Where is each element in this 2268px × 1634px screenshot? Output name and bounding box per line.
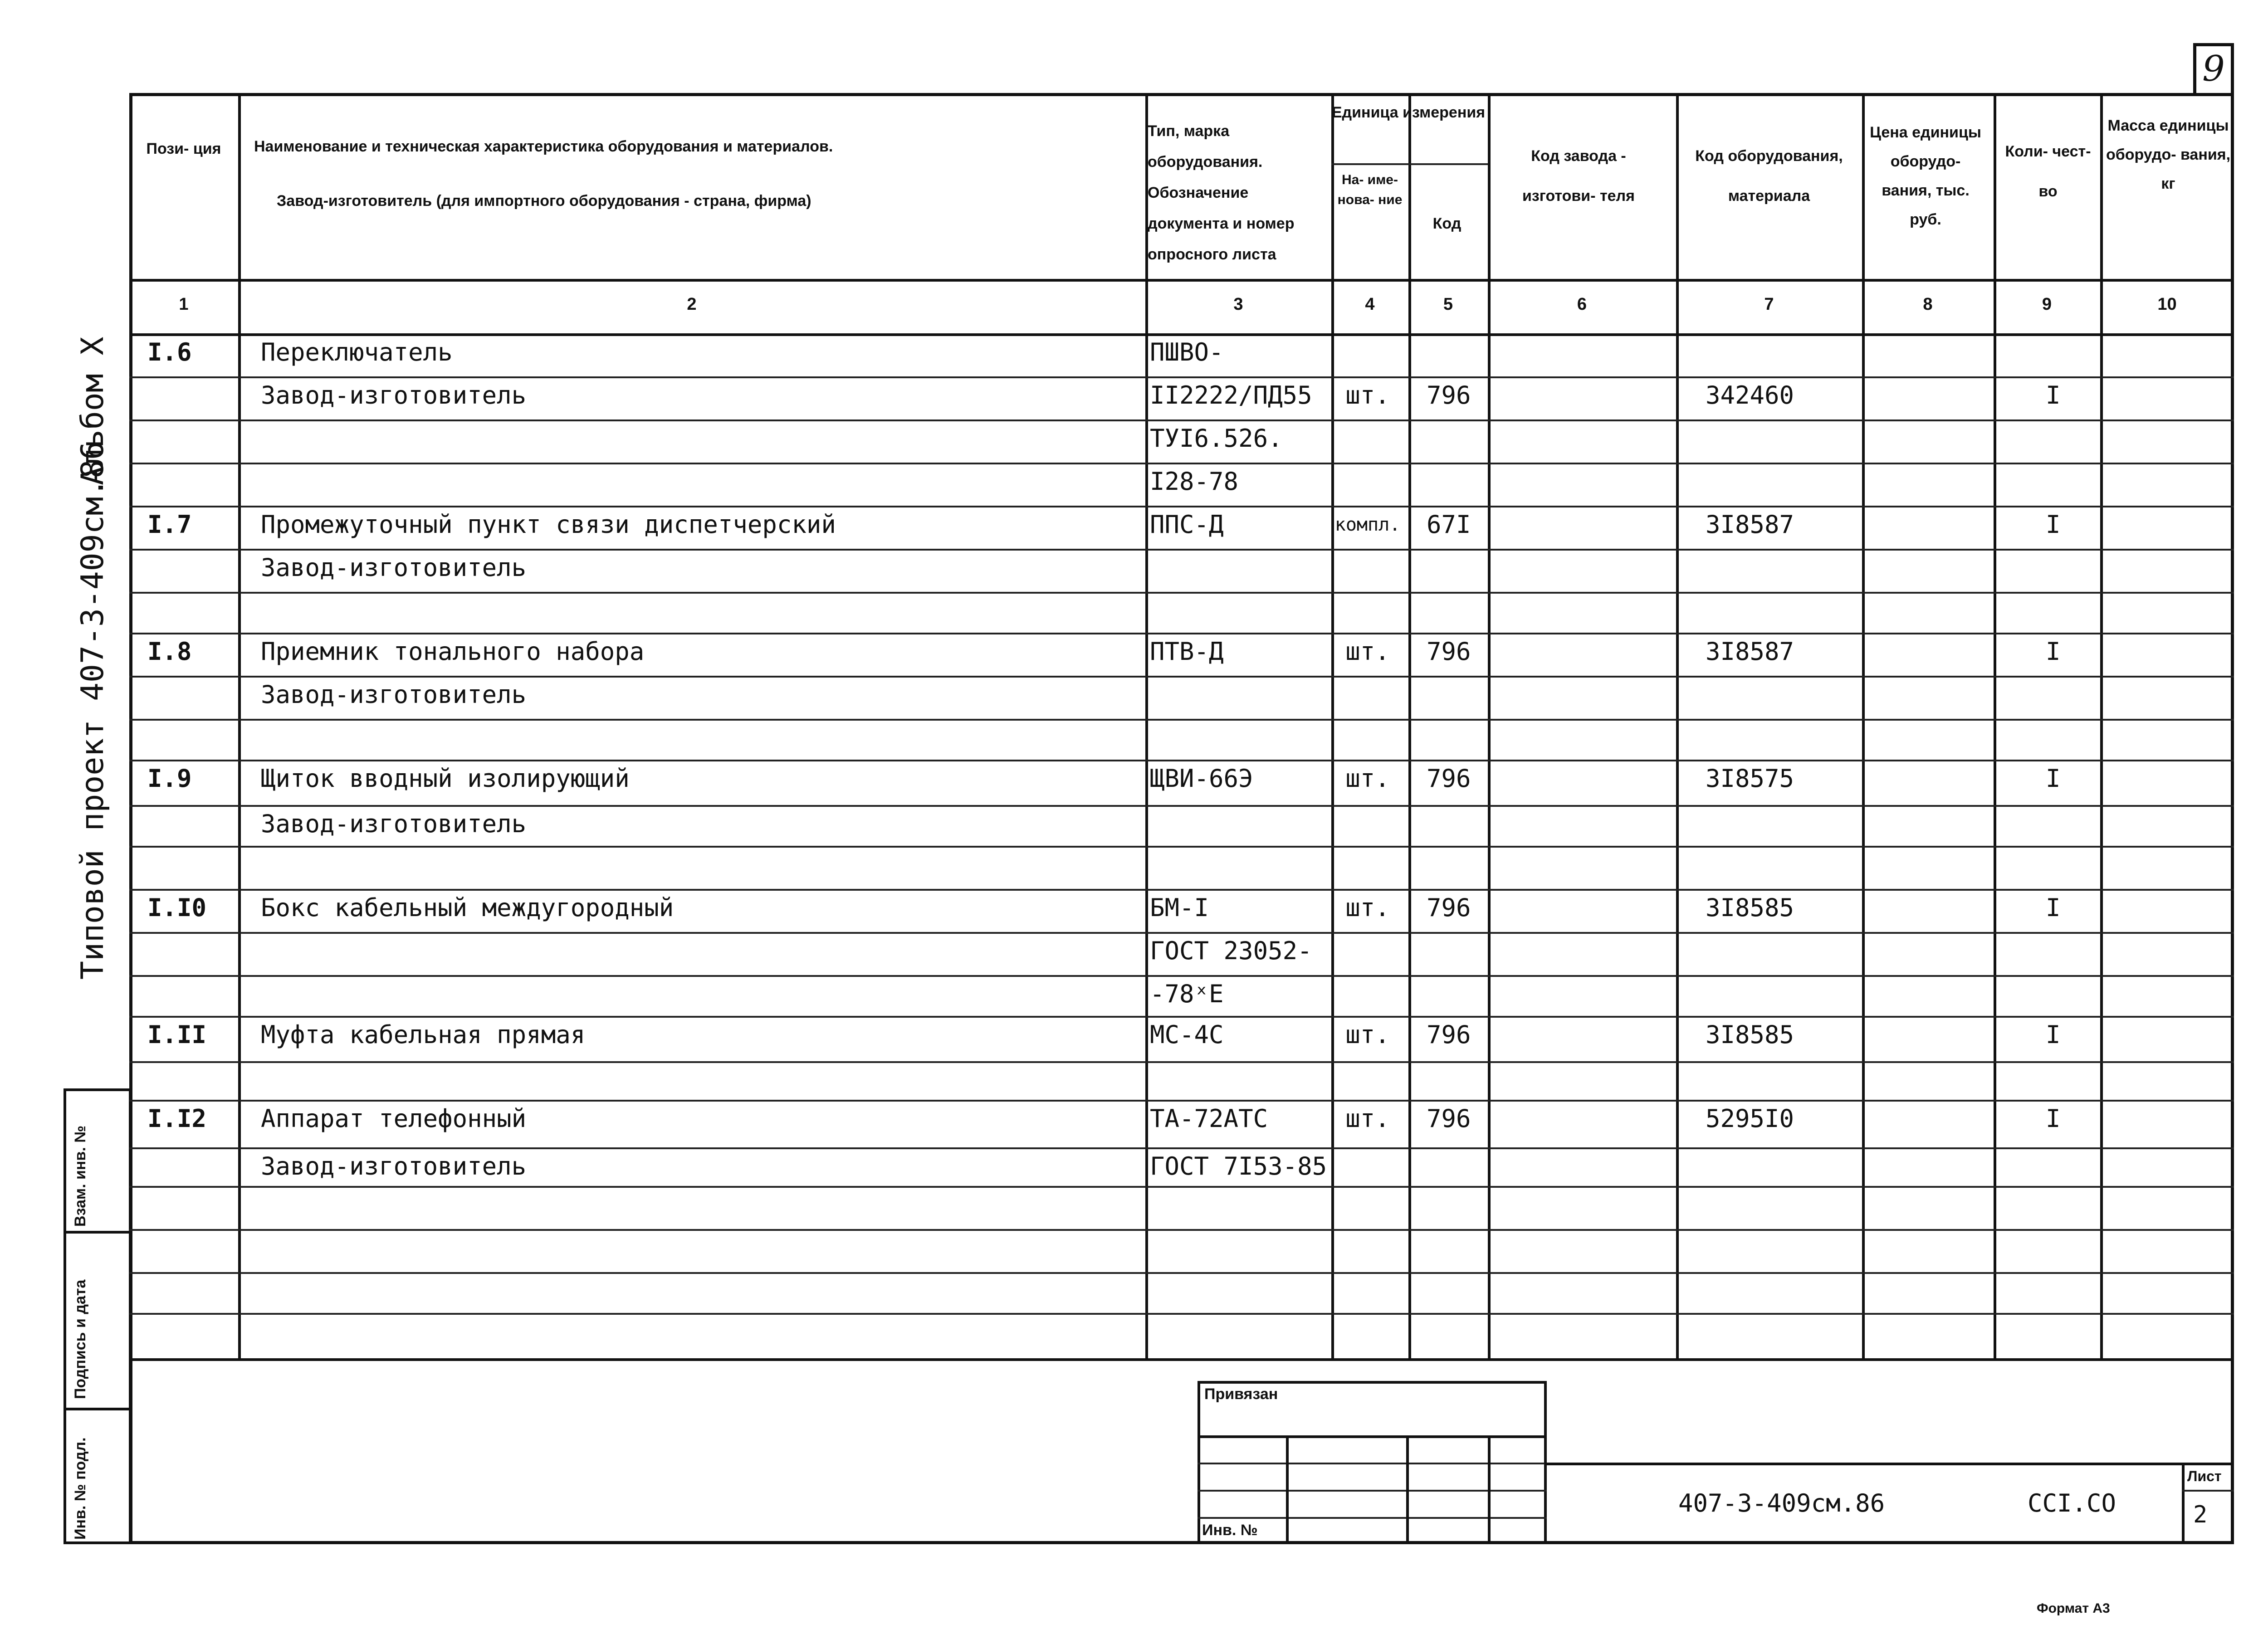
sheet-number: 9: [2193, 43, 2234, 93]
row-equipment-code: 3I8585: [1706, 893, 1794, 922]
row-unit-code: 796: [1427, 893, 1471, 922]
row-name: Аппарат телефонный: [261, 1104, 527, 1133]
row-unit: шт.: [1345, 637, 1390, 666]
row-unit-code: 796: [1427, 637, 1471, 666]
colnum-8: 8: [1923, 295, 1933, 314]
row-equipment-code: 3I8585: [1706, 1020, 1794, 1049]
side-label-replace: Взам. инв. №: [72, 1125, 89, 1227]
header-price: Цена единицы оборудо- вания, тыс. руб.: [1870, 124, 1981, 228]
row-equipment-code: 5295I0: [1706, 1104, 1794, 1133]
row-name: Приемник тонального набора: [261, 637, 645, 666]
row-unit: компл.: [1334, 514, 1401, 535]
row-name: Переключатель: [261, 338, 453, 366]
row-quantity: I: [2046, 510, 2061, 539]
row-unit: шт.: [1345, 764, 1390, 793]
colnum-4: 4: [1365, 295, 1375, 314]
format-label: Формат А3: [2037, 1601, 2110, 1616]
row-quantity: I: [2046, 893, 2061, 922]
row-name: Муфта кабельная прямая: [261, 1020, 586, 1049]
row-type: ППС-Д: [1150, 510, 1224, 539]
row-position: I.II: [147, 1020, 207, 1049]
row-type: МС-4С: [1150, 1020, 1224, 1049]
colnum-9: 9: [2042, 295, 2052, 314]
row-type: I28-78: [1150, 467, 1239, 496]
row-unit-code: 796: [1427, 764, 1471, 793]
row-unit-code: 796: [1427, 381, 1471, 410]
colnum-2: 2: [687, 295, 697, 314]
header-factory-code: Код завода - изготови- теля: [1522, 147, 1635, 205]
row-name: Щиток вводный изолирующий: [261, 764, 630, 793]
row-unit-code: 796: [1427, 1104, 1471, 1133]
header-position: Пози- ция: [146, 140, 221, 157]
bound-label: Привязан: [1204, 1385, 1278, 1403]
row-equipment-code: 3I8575: [1706, 764, 1794, 793]
colnum-3: 3: [1233, 295, 1243, 314]
row-unit-code: 796: [1427, 1020, 1471, 1049]
colnum-1: 1: [179, 295, 189, 314]
row-type: ГОСТ 23052-: [1150, 937, 1312, 965]
row-name: Завод-изготовитель: [261, 810, 527, 838]
row-type: ЩВИ-66Э: [1150, 764, 1253, 793]
colnum-6: 6: [1577, 295, 1587, 314]
row-unit: шт.: [1345, 893, 1390, 922]
header-name-line2: Завод-изготовитель (для импортного оборудования - страна, фирма): [277, 192, 811, 210]
row-unit-code: 67I: [1427, 510, 1471, 539]
row-type: ТА-72АТС: [1150, 1104, 1268, 1133]
row-quantity: I: [2046, 1020, 2061, 1049]
row-position: I.6: [147, 338, 192, 366]
row-name: Завод-изготовитель: [261, 680, 527, 709]
row-type: -78ˣЕ: [1150, 980, 1224, 1008]
row-name: Завод-изготовитель: [261, 381, 527, 410]
row-position: I.7: [147, 510, 192, 539]
row-type: ТУI6.526.: [1150, 424, 1283, 453]
row-position: I.I2: [147, 1104, 207, 1133]
row-quantity: I: [2046, 1104, 2061, 1133]
row-position: I.8: [147, 637, 192, 666]
row-name: Завод-изготовитель: [261, 553, 527, 582]
document-code: 407-3-409см.86: [1678, 1489, 1885, 1517]
row-unit: шт.: [1345, 381, 1390, 410]
row-type: II2222/ПД55: [1150, 381, 1312, 410]
header-name-line1: Наименование и техническая характеристика оборудования и материалов.: [254, 138, 833, 155]
sheet-value: 2: [2193, 1501, 2208, 1528]
row-type: ГОСТ 7I53-85: [1150, 1152, 1327, 1180]
row-type: БМ-I: [1150, 893, 1209, 922]
row-name: Промежуточный пункт связи диспетчерский: [261, 510, 836, 539]
row-unit: шт.: [1345, 1020, 1390, 1049]
header-equipment-code: Код оборудования, материала: [1695, 147, 1843, 205]
row-name: Завод-изготовитель: [261, 1152, 527, 1180]
album-label: Альбом X: [75, 337, 111, 485]
document-mark: ССI.СО: [2028, 1489, 2116, 1517]
row-equipment-code: 3I8587: [1706, 510, 1794, 539]
row-quantity: I: [2046, 764, 2061, 793]
row-equipment-code: 342460: [1706, 381, 1794, 410]
colnum-10: 10: [2157, 295, 2177, 314]
header-mass: Масса единицы оборудо- вания, кг: [2106, 117, 2231, 192]
sheet-label: Лист: [2187, 1468, 2222, 1484]
row-unit: шт.: [1345, 1104, 1390, 1133]
row-position: I.I0: [147, 893, 207, 922]
colnum-5: 5: [1443, 295, 1453, 314]
colnum-7: 7: [1764, 295, 1774, 314]
side-label-signature: Подпись и дата: [72, 1279, 89, 1399]
header-type: Тип, марка оборудования. Обозначение документа и номер опросного листа: [1148, 122, 1295, 263]
row-name: Бокс кабельный междугородный: [261, 893, 674, 922]
row-equipment-code: 3I8587: [1706, 637, 1794, 666]
header-unit: Единица измерения: [1331, 104, 1486, 121]
side-label-inventory: Инв. № подл.: [72, 1437, 89, 1540]
project-label: Типовой проект 407-3-409см.86: [75, 441, 111, 980]
row-type: ПШВО-: [1150, 338, 1224, 366]
header-quantity: Коли- чест- во: [2005, 143, 2091, 200]
row-position: I.9: [147, 764, 192, 793]
row-quantity: I: [2046, 381, 2061, 410]
row-type: ПТВ-Д: [1150, 637, 1224, 666]
header-unit-code: Код: [1432, 215, 1461, 232]
header-unit-name: На- име- нова- ние: [1337, 172, 1403, 207]
row-quantity: I: [2046, 637, 2061, 666]
inventory-label: Инв. №: [1202, 1522, 1258, 1539]
